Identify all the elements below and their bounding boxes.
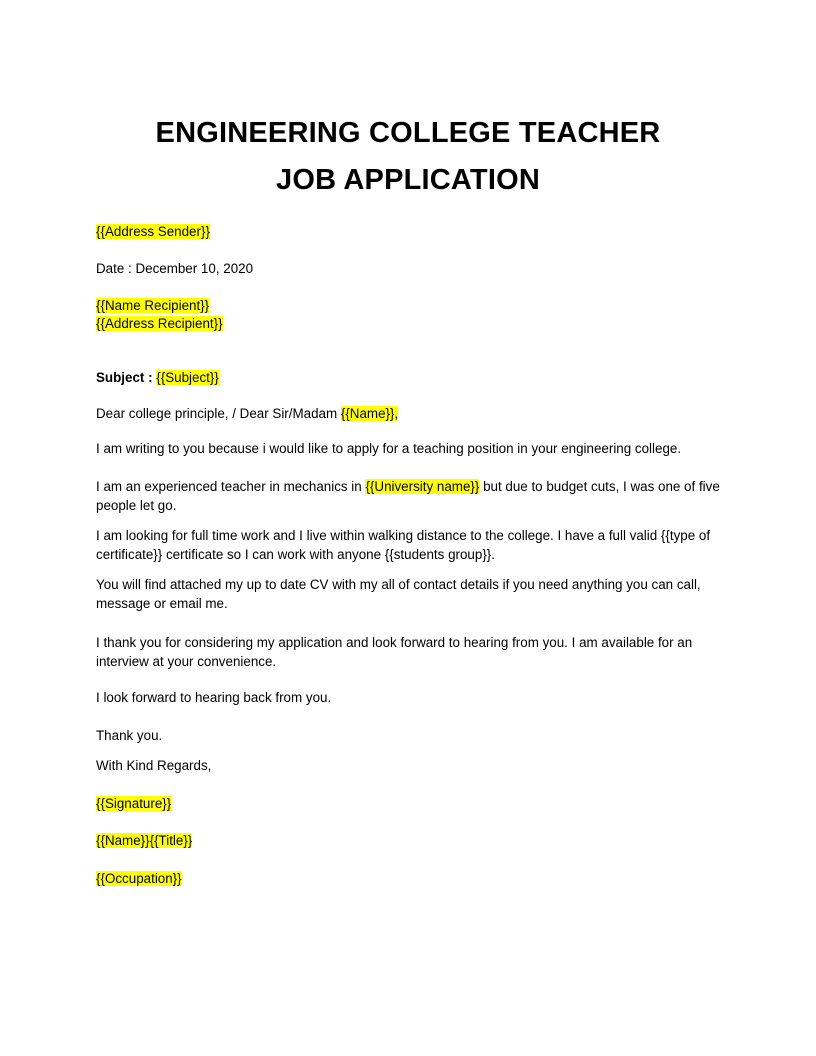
paragraph-intro: I am writing to you because i would like to apply for a teaching position in your engineering college. (96, 441, 682, 456)
occupation-line (96, 870, 726, 888)
closing-line: With Kind Regards, (96, 758, 212, 773)
sender-address-placeholder: {{Address Sender}} (96, 224, 210, 239)
date-line: Date : December 10, 2020 (96, 261, 254, 276)
subject-line (96, 369, 726, 387)
paragraph-availability: I am looking for full time work and I live within walking distance to the college. I have a full valid {{type of certificate}} certificate so I can work with anyone {{students group}}. (96, 528, 711, 562)
signature-line (96, 795, 726, 813)
subject-label: Subject : (96, 370, 153, 385)
recipient-address-line (96, 315, 726, 333)
recipient-name-placeholder: {{Name Recipient}} (96, 298, 210, 313)
recipient-address-placeholder: {{Address Recipient}} (96, 316, 223, 331)
occupation-placeholder: {{Occupation}} (96, 871, 182, 886)
sender-address-line (96, 223, 726, 241)
document-title-line-1: ENGINEERING COLLEGE TEACHER (155, 117, 661, 149)
greeting-name-placeholder: {{Name}}, (340, 406, 399, 421)
greeting-line (96, 405, 726, 423)
name-title-placeholder: {{Name}}{{Title}} (96, 833, 193, 848)
greeting-text: Dear college principle, / Dear Sir/Madam (96, 406, 341, 421)
thank-you-line: Thank you. (96, 728, 163, 743)
paragraph-thanks: I thank you for considering my application and look forward to hearing from you. I am available for an interview at your convenience. (96, 635, 693, 669)
name-title-line (96, 832, 726, 850)
paragraph-attachment: You will find attached my up to date CV with my all of contact details if you need anything you can call, message or email me. (96, 577, 701, 611)
paragraph-experience-suffix: but due to budget cuts, I was one of five people let go. (96, 479, 720, 513)
signature-placeholder: {{Signature}} (96, 796, 172, 811)
subject-placeholder: {{Subject}} (156, 370, 219, 385)
paragraph-experience-prefix: I am an experienced teacher in mechanics in (96, 479, 366, 494)
paragraph-experience (96, 478, 726, 515)
document-title-line-2: JOB APPLICATION (275, 164, 540, 196)
paragraph-closing-remark: I look forward to hearing back from you. (96, 690, 332, 705)
university-name-placeholder: {{University name}} (365, 479, 480, 494)
recipient-name-line (96, 297, 726, 315)
